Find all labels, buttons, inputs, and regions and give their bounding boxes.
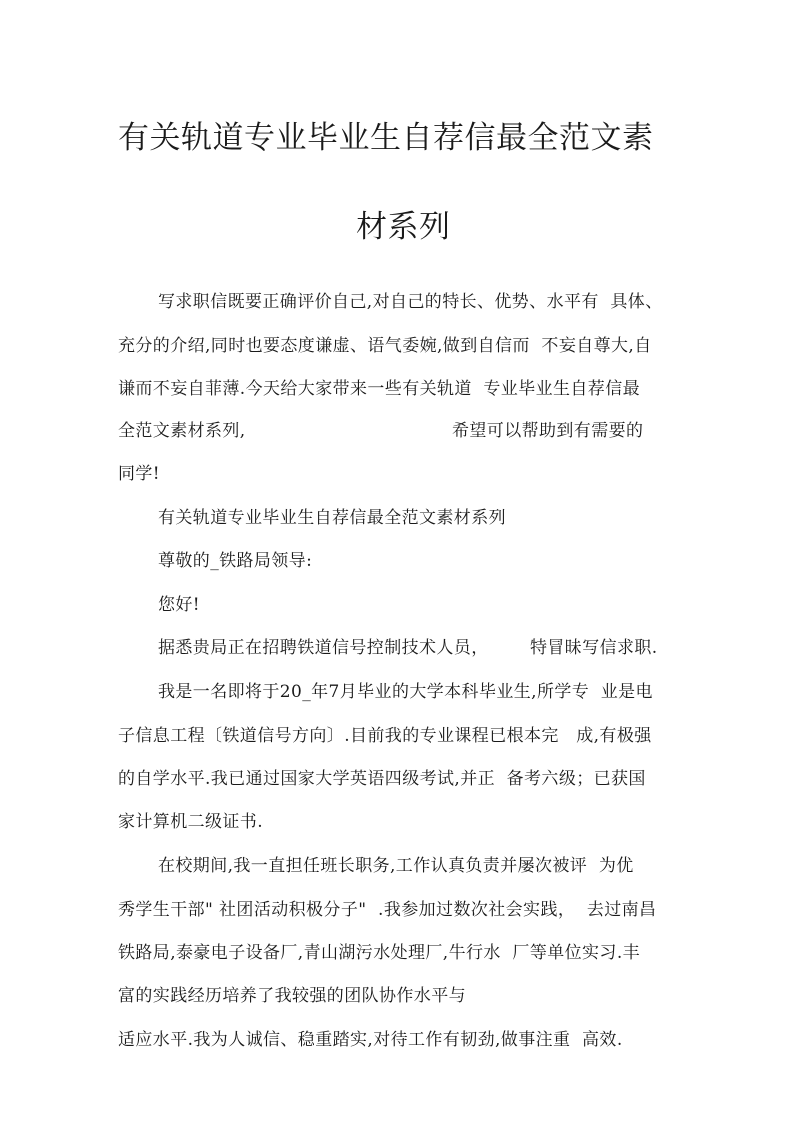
intro-line-4-right: 希望可以帮助到有需要的 <box>452 421 644 441</box>
intro-line-1: 写求职信既要正确评价自己,对自己的特长、优势、水平有 具体、 <box>158 292 663 312</box>
letter-salutation: 尊敬的_铁路局领导: <box>158 551 313 571</box>
paragraph-2-line-3: 的自学水平.我已通过国家大学英语四级考试,并正 备考六级；已获国 <box>118 769 646 789</box>
intro-line-4: 全范文素材系列, <box>118 421 246 441</box>
paragraph-3-line-4: 富的实践经历培养了我较强的团队协作水平与 <box>118 986 466 1006</box>
paragraph-1-right: 特冒昧写信求职. <box>530 638 658 658</box>
letter-title: 有关轨道专业毕业生自荐信最全范文素材系列 <box>158 508 506 528</box>
paragraph-2-line-1: 我是一名即将于20_年7月毕业的大学本科毕业生,所学专 业是电 <box>158 682 653 702</box>
paragraph-3-line-3: 铁路局,泰豪电子设备厂,青山湖污水处理厂,牛行水 厂等单位实习.丰 <box>118 943 641 963</box>
paragraph-3-line-2: 秀学生干部" 社团活动积极分子" .我参加过数次社会实践， 去过南昌 <box>118 900 657 920</box>
paragraph-2-line-4: 家计算机二级证书. <box>118 812 264 832</box>
paragraph-3-line-1: 在校期间,我一直担任班长职务,工作认真负责并屡次被评 为优 <box>158 856 634 876</box>
paragraph-3-line-5: 适应水平.我为人诚信、稳重踏实,对待工作有韧劲,做事注重 高效. <box>118 1030 623 1050</box>
letter-greeting: 您好! <box>158 595 201 615</box>
paragraph-2-line-2: 子信息工程〔铁道信号方向〕.目前我的专业课程已根本完 成,有极强 <box>118 726 652 746</box>
document-title-line-2: 材系列 <box>356 209 451 245</box>
paragraph-1-left: 据悉贵局正在招聘铁道信号控制技术人员， <box>158 638 489 658</box>
intro-line-3: 谦而不妄自菲薄.今天给大家带来一些有关轨道 专业毕业生自荐信最 <box>118 379 641 399</box>
intro-line-2: 充分的介绍,同时也要态度谦虚、语气委婉,做到自信而 不妄自尊大,自 <box>118 336 652 356</box>
document-title-line-1: 有关轨道专业毕业生自荐信最全范文素 <box>118 120 654 156</box>
intro-line-5: 同学! <box>118 464 161 484</box>
